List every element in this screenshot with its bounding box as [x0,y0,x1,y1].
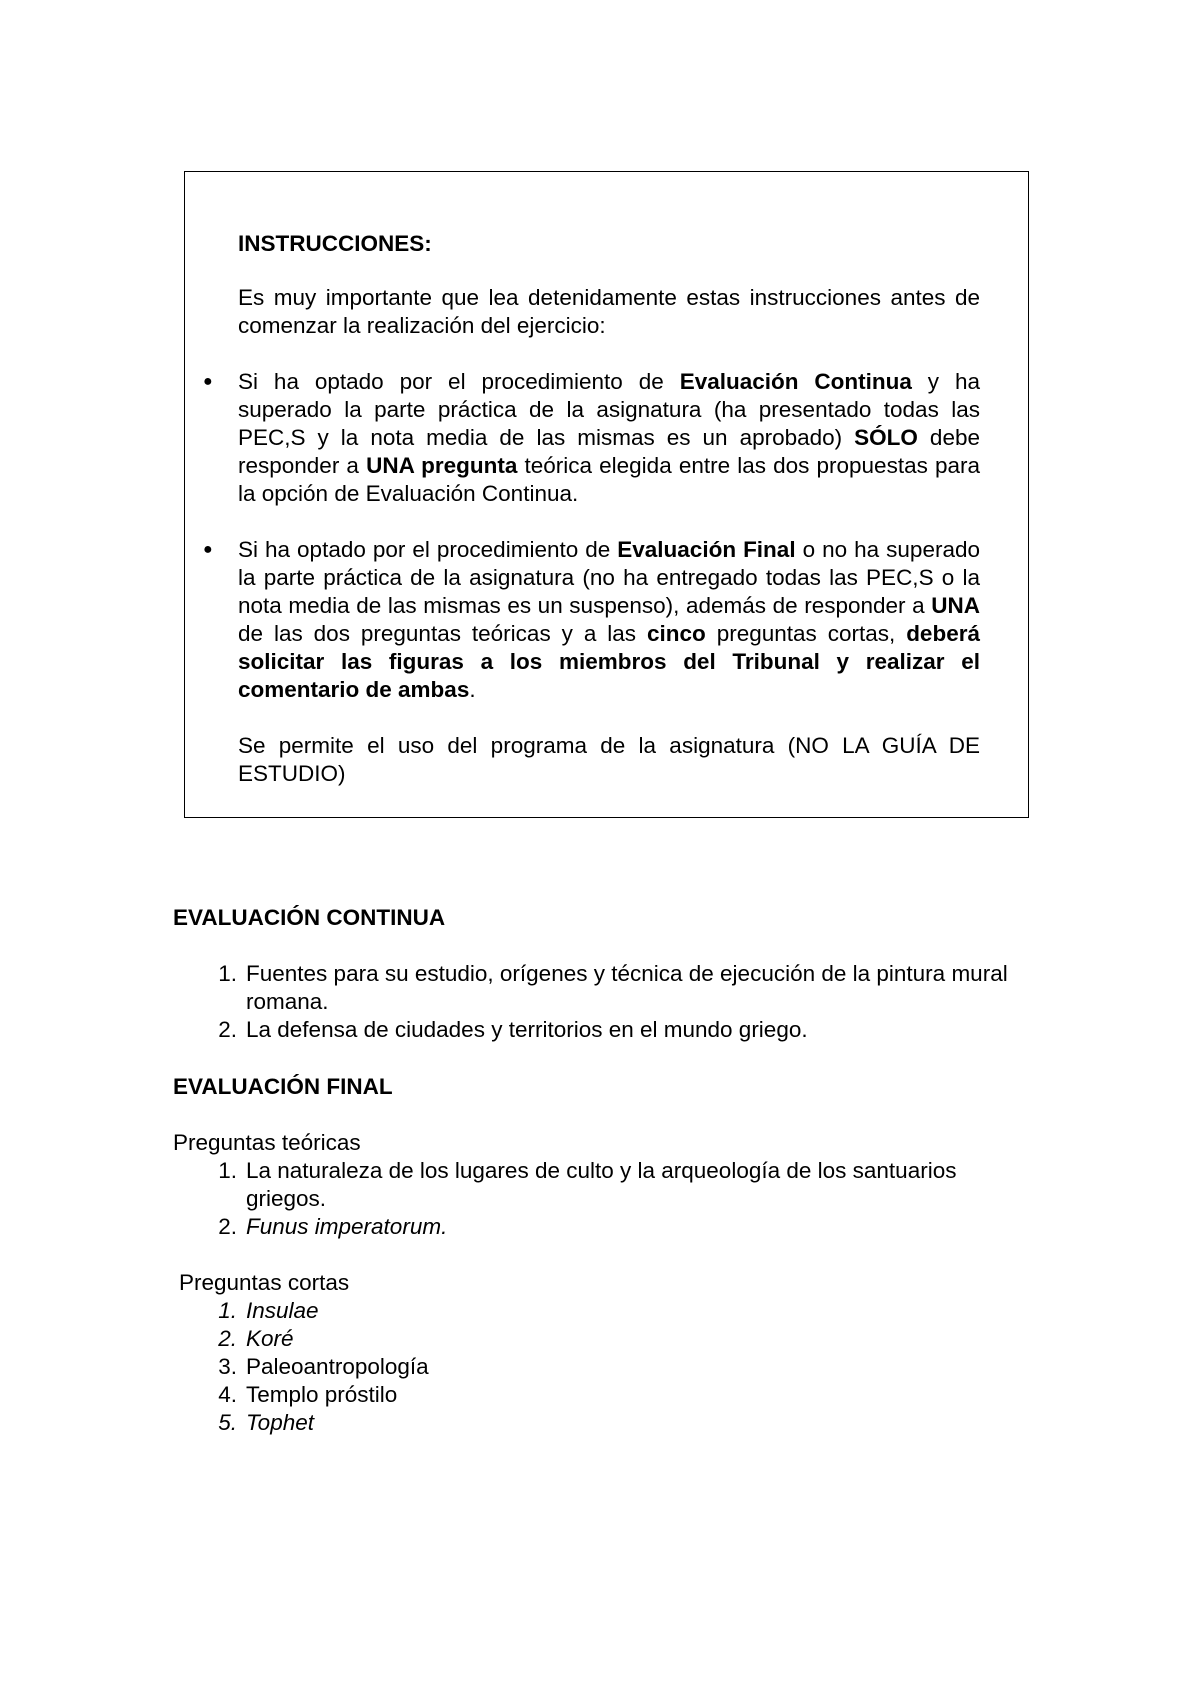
bullet-text: y ha superado la parte práctica de la asignatura (ha presentado todas las PEC,S y la nota media de las mismas es un aprobado) [238,369,981,450]
list-item [173,960,1033,1016]
list-number: 1. [218,1158,237,1183]
instructions-content [203,230,981,788]
section-evaluacion-continua [173,904,1033,1044]
list-item [173,1213,1033,1241]
bullet-text: preguntas cortas, [705,621,907,646]
bullet-bold: Evaluación Final [617,537,796,562]
list-number: 2. [218,1326,237,1351]
list-item [173,1157,1033,1213]
list-number: 1. [218,961,237,986]
teoricas-label: Preguntas teóricas [173,1130,361,1155]
question-text: Fuentes para su estudio, orígenes y técnica de ejecución de la pintura mural romana. [246,961,1008,1014]
continua-question-list [173,960,1033,1044]
list-number: 2. [218,1214,237,1239]
instruction-bullet-continua [203,368,981,508]
question-text: La naturaleza de los lugares de culto y la arqueología de los santuarios griegos. [246,1158,957,1211]
question-text: Insulae [246,1298,319,1323]
instructions-title: INSTRUCCIONES: [238,231,432,256]
instructions-closing: Se permite el uso del programa de la asignatura (NO LA GUÍA DE ESTUDIO) [238,733,980,786]
list-number: 2. [218,1017,237,1042]
list-item [173,1325,1033,1353]
bullet-bold: UNA [931,593,980,618]
section-heading-continua: EVALUACIÓN CONTINUA [173,905,446,930]
bullet-text: Si ha optado por el procedimiento de [238,369,680,394]
list-number: 1. [218,1298,237,1323]
bullet-bold: cinco [646,621,706,646]
bullet-text: Si ha optado por el procedimiento de [238,537,618,562]
question-text: Templo próstilo [246,1382,398,1407]
list-number: 4. [218,1382,237,1407]
bullet-bold: SÓLO [854,425,918,450]
question-text: Funus imperatorum. [246,1214,448,1239]
bullet-text: debe responder a [238,425,980,478]
bullet-bold: Evaluación Continua [679,369,912,394]
list-item [173,1409,1033,1437]
instructions-intro: Es muy importante que lea detenidamente estas instrucciones antes de comenzar la realización del ejercicio: [238,285,980,338]
bullet-bold: deberá solicitar las figuras a los miembros del Tribunal y realizar el comentario de ambas [238,621,980,702]
list-number: 5. [218,1410,237,1435]
list-item [173,1016,1033,1044]
question-text: Tophet [246,1410,314,1435]
list-item [173,1353,1033,1381]
bullet-text: teórica elegida entre las dos propuestas para la opción de Evaluación Continua. [238,453,980,506]
list-number: 3. [218,1354,237,1379]
bullet-dot-icon: ● [203,373,213,390]
bullet-bold: UNA pregunta [366,453,518,478]
bullet-text: de las dos preguntas teóricas y a las [238,621,647,646]
cortas-question-list [173,1297,1033,1437]
question-text: Paleoantropología [246,1354,429,1379]
bullet-dot-icon: ● [203,541,213,558]
question-text: Koré [246,1326,294,1351]
section-evaluacion-final [173,1073,1033,1437]
instruction-bullet-final [203,536,980,704]
bullet-text: o no ha superado la parte práctica de la asignatura (no ha entregado todas las PEC,S o la nota media de las mismas es un suspenso), además de responder a [238,537,980,618]
teoricas-question-list [173,1157,1033,1241]
list-item [173,1297,1033,1325]
list-item [173,1381,1033,1409]
question-text: La defensa de ciudades y territorios en el mundo griego. [246,1017,808,1042]
section-heading-final: EVALUACIÓN FINAL [173,1074,393,1099]
cortas-label: Preguntas cortas [179,1270,350,1295]
instructions-box [184,171,1029,818]
bullet-text: . [469,677,476,702]
